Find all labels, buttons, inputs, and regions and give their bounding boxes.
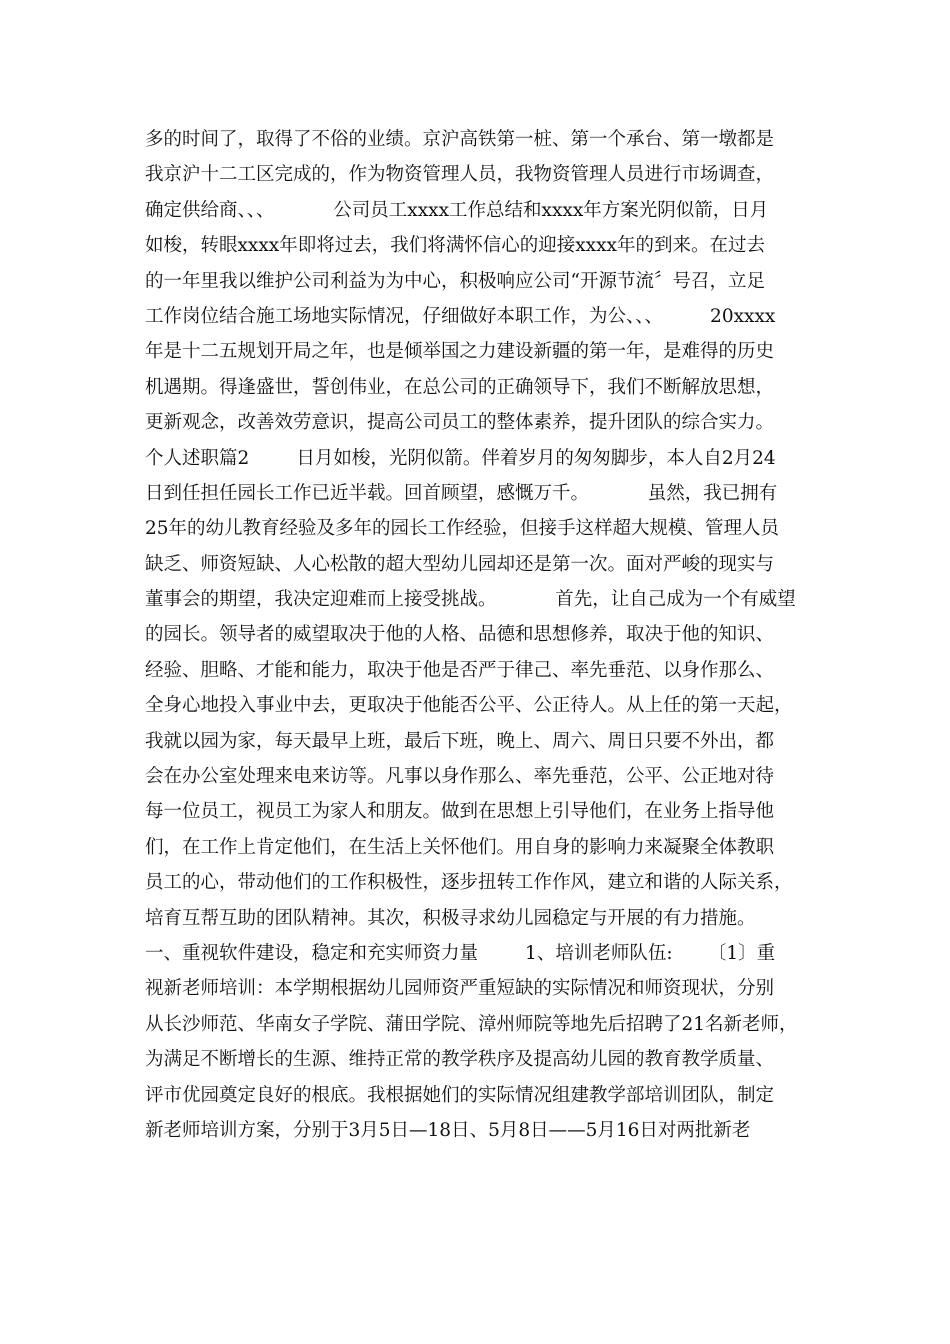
text-line: 年是十二五规划开局之年，也是倾举国之力建设新疆的第一年，是难得的历史 — [145, 341, 775, 363]
text-line: 我就以园为家，每天最早上班，最后下班，晚上、周六、周日只要不外出，都 — [145, 730, 775, 752]
body-text — [145, 122, 825, 1148]
text-line: 们，在工作上肯定他们，在生活上关怀他们。用自身的影响力来凝聚全体教职 — [145, 836, 775, 858]
text-line: 25年的幼儿教育经验及多年的园长工作经验，但接手这样超大规模、管理人员 — [145, 518, 780, 540]
text-line: 日到任担任园长工作已近半载。回首顾望，感慨万千。 虽然，我已拥有 — [145, 482, 778, 504]
text-line: 培育互帮互助的团队精神。其次，积极寻求幼儿园稳定与开展的有力措施。 — [145, 907, 756, 929]
text-line: 工作岗位结合施工场地实际情况，仔细做好本职工作，为公、、、 20xxxx — [145, 305, 776, 327]
text-line: 我京沪十二工区完成的，作为物资管理人员，我物资管理人员进行市场调查， — [145, 164, 775, 186]
text-line: 每一位员工，视员工为家人和朋友。做到在思想上引导他们，在业务上指导他 — [145, 801, 775, 823]
text-line: 为满足不断增长的生源、维持正常的教学秩序及提高幼儿园的教育教学质量、 — [145, 1049, 775, 1071]
text-line: 会在办公室处理来电来访等。凡事以身作那么、率先垂范，公平、公正地对待 — [145, 766, 775, 788]
text-line: 从长沙师范、华南女子学院、蒲田学院、漳州师院等地先后招聘了21名新老师， — [145, 1013, 798, 1035]
text-line: 员工的心，带动他们的工作积极性，逐步扭转工作作风，建立和谐的人际关系， — [145, 872, 793, 894]
text-line: 一、重视软件建设，稳定和充实师资力量 1、培训老师队伍: 〔1〕重 — [145, 942, 776, 964]
text-line: 全身心地投入事业中去，更取决于他能否公平、公正待人。从上任的第一天起， — [145, 695, 793, 717]
text-line: 评市优园奠定良好的根底。我根据她们的实际情况组建教学部培训团队，制定 — [145, 1084, 775, 1106]
text-line: 机遇期。得逢盛世，誓创伟业，在总公司的正确领导下，我们不断解放思想， — [145, 376, 775, 398]
text-line: 如梭，转眼xxxx年即将过去，我们将满怀信心的迎接xxxx年的到来。在过去 — [145, 235, 765, 257]
text-line: 的园长。领导者的威望取决于他的人格、品德和思想修养，取决于他的知识、 — [145, 624, 775, 646]
text-line: 更新观念，改善效劳意识，提高公司员工的整体素养，提升团队的综合实力。 — [145, 412, 775, 434]
text-line: 多的时间了，取得了不俗的业绩。京沪高铁第一桩、第一个承台、第一墩都是 — [145, 129, 775, 150]
text-line: 缺乏、师资短缺、人心松散的超大型幼儿园却还是第一次。面对严峻的现实与 — [145, 553, 775, 575]
text-line: 的一年里我以维护公司利益为为中心，积极响应公司“开源节流〞号召，立足 — [145, 270, 765, 292]
text-line: 经验、胆略、才能和能力，取决于他是否严于律己、率先垂范、以身作那么、 — [145, 659, 775, 681]
text-line: 董事会的期望，我决定迎难而上接受挑战。 首先，让自己成为一个有威望 — [145, 589, 796, 611]
text-line: 视新老师培训：本学期根据幼儿园师资严重短缺的实际情况和师资现状，分别 — [145, 978, 775, 1000]
text-line: 确定供给商、、、 公司员工xxxx工作总结和xxxx年方案光阴似箭，日月 — [145, 199, 769, 221]
text-line: 个人述职篇2 日月如梭，光阴似箭。伴着岁月的匆匆脚步，本人自2月24 — [145, 447, 776, 469]
text-line: 新老师培训方案，分别于3月5日—18日、5月8日——5月16日对两批新老 — [145, 1119, 751, 1141]
